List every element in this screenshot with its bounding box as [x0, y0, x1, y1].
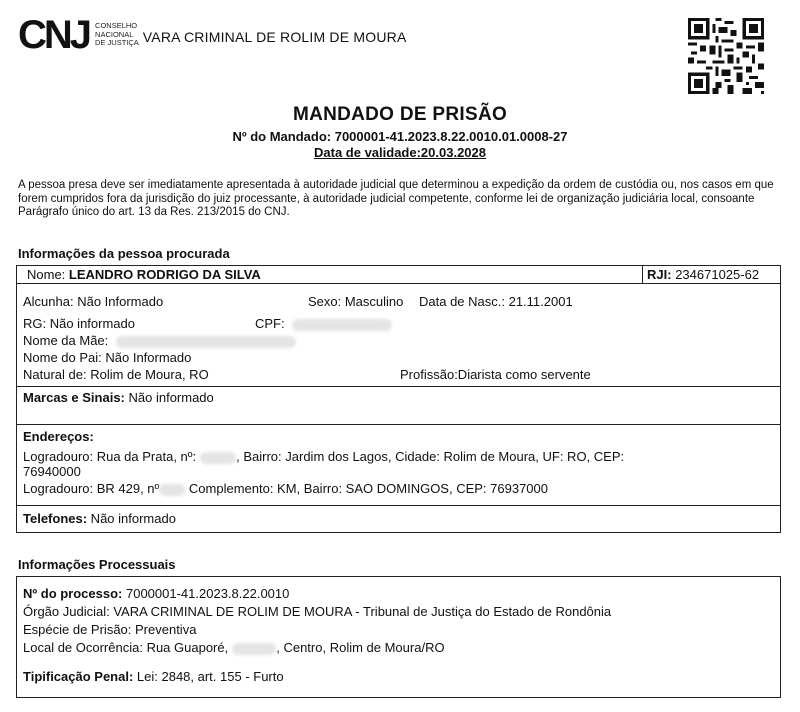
document-header — [18, 13, 407, 57]
address-2-number-redacted — [159, 484, 185, 496]
birthplace: Natural de: Rolim de Moura, RO — [23, 367, 209, 382]
cpf — [255, 316, 392, 331]
validity-date: Data de validade:20.03.2028 — [314, 145, 486, 160]
cnj-logo-text: CNJ — [18, 13, 90, 57]
addresses-row — [17, 425, 780, 506]
intro-paragraph: A pessoa presa deve ser imediatamente apresentada à autoridade judicial que determinou a expedição da ordem de custódia ou, nos casos em que forem cumpridos fora da jurisdição do juiz processante, à autoridade judicial competente, conforme lei de organização judiciária local, consoante Parágrafo único do art. 13 da Res. 213/2015 do CNJ. — [18, 179, 774, 218]
alcunha: Alcunha: Não Informado — [23, 294, 164, 309]
court-name: VARA CRIMINAL DE ROLIM DE MOURA — [142, 29, 407, 45]
process-number-label: Nº do processo: — [23, 586, 123, 601]
judicial-body: Órgão Judicial: VARA CRIMINAL DE ROLIM DE MOURA - Tribunal de Justiça do Estado de Rondônia — [23, 604, 612, 619]
marks — [23, 390, 214, 405]
process-info-box — [16, 576, 781, 698]
cnj-logo-subtitle: CONSELHO NACIONAL DE JUSTIÇA — [95, 21, 139, 48]
person-name: LEANDRO RODRIGO DA SILVA — [68, 267, 261, 282]
name-row — [17, 266, 780, 284]
arrest-type: Espécie de Prisão: Preventiva — [23, 622, 197, 637]
mother-name-redacted — [116, 336, 296, 348]
warrant-number: Nº do Mandado: 7000001-41.2023.8.22.0010.01.0008-27 — [232, 129, 568, 144]
process-number — [23, 586, 289, 601]
occurrence-number-redacted — [232, 643, 276, 655]
cnj-logo — [18, 13, 139, 57]
person-info-box — [16, 265, 781, 533]
rji-label: RJI: — [647, 267, 672, 282]
mother-label: Nome da Mãe: — [23, 333, 109, 348]
penal-typification-value: Lei: 2848, art. 155 - Furto — [133, 669, 284, 684]
person-section-title: Informações da pessoa procurada — [18, 246, 230, 261]
sexo: Sexo: Masculino — [308, 294, 404, 309]
process-number-value: 7000001-41.2023.8.22.0010 — [122, 586, 290, 601]
occurrence-location: Local de Ocorrência: Rua Guaporé, , Centro, Rolim de Moura/RO — [23, 640, 445, 655]
phones-row — [17, 506, 780, 532]
addresses-label: Endereços: — [23, 429, 94, 444]
personal-details — [17, 284, 780, 387]
marks-row — [17, 387, 780, 425]
address-1-number-redacted — [200, 452, 236, 464]
phones-value: Não informado — [87, 511, 176, 526]
mother-name — [23, 333, 296, 348]
title-block — [0, 104, 800, 160]
marks-value: Não informado — [124, 390, 214, 405]
name-label: Nome: — [27, 267, 66, 282]
qr-code-icon — [688, 18, 764, 94]
address-1-cep: 76940000 — [23, 464, 81, 479]
phones — [23, 511, 176, 526]
marks-label: Marcas e Sinais: — [23, 390, 125, 405]
address-1: Logradouro: Rua da Prata, nº: , Bairro: Jardim dos Lagos, Cidade: Rolim de Moura, UF: RO, CEP: — [23, 449, 625, 464]
process-section-title: Informações Processuais — [18, 557, 176, 572]
birth-date: Data de Nasc.: 21.11.2001 — [419, 294, 573, 309]
phones-label: Telefones: — [23, 511, 88, 526]
rg: RG: Não informado — [23, 316, 135, 331]
rji-value: 234671025-62 — [675, 267, 760, 282]
penal-typification — [23, 669, 284, 684]
penal-typification-label: Tipificação Penal: — [23, 669, 134, 684]
document-title: MANDADO DE PRISÃO — [292, 104, 508, 125]
profession: Profissão:Diarista como servente — [400, 367, 591, 382]
father-name: Nome do Pai: Não Informado — [23, 350, 192, 365]
address-2: Logradouro: BR 429, nº Complemento: KM, Bairro: SAO DOMINGOS, CEP: 76937000 — [23, 481, 548, 496]
cpf-redacted — [292, 319, 392, 331]
cpf-label: CPF: — [255, 316, 285, 331]
